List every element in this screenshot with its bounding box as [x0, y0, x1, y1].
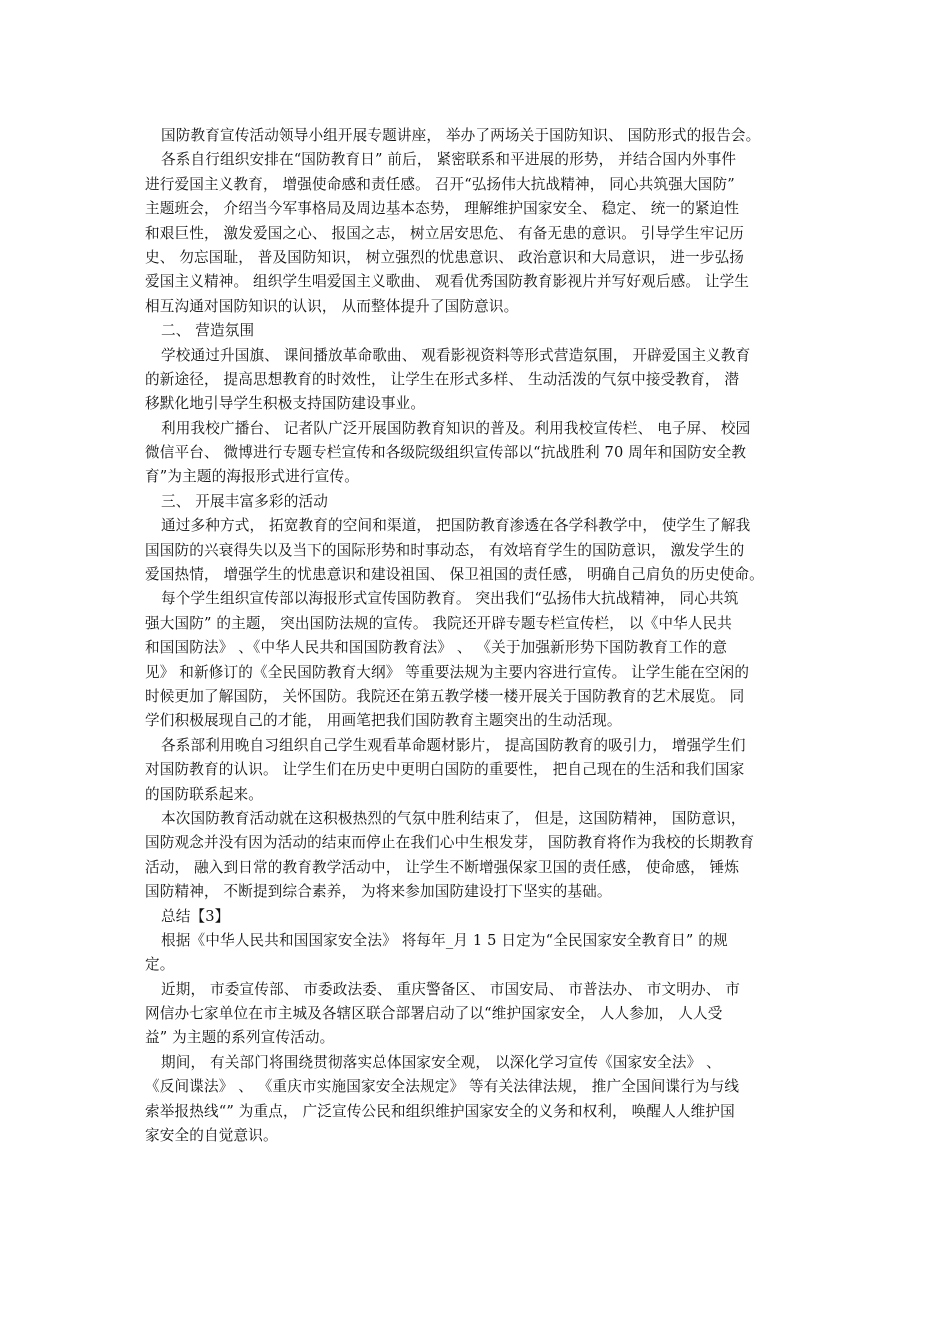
text-line: 主题班会， 介绍当今军事格局及周边基本态势， 理解维护国家安全、 稳定、 统一的紧迫性 — [145, 200, 740, 218]
text-line: 进行爱国主义教育， 增强使命感和责任感。 召开“弘扬伟大抗战精神， 同心共筑强大国防” — [145, 175, 735, 193]
text-line: 近期， 市委宣传部、 市委政法委、 重庆警备区、 市国安局、 市普法办、 市文明办、 市 — [161, 980, 741, 998]
text-line: 期间， 有关部门将围绕贯彻落实总体国家安全观， 以深化学习宣传《国家安全法》 、 — [161, 1053, 721, 1071]
text-line: 活动， 融入到日常的教育教学活动中， 让学生不断增强保家卫国的责任感， 使命感， 锤炼 — [145, 858, 740, 876]
text-line: 国防教育宣传活动领导小组开展专题讲座， 举办了两场关于国防知识、 国防形式的报告会。 — [161, 127, 761, 144]
text-line: 爱国热情， 增强学生的忧患意识和建设祖国、 保卫祖国的责任感， 明确自己肩负的历史使命。 — [145, 566, 764, 584]
text-line: 史、 勿忘国耻， 普及国防知识， 树立强烈的忧患意识、 政治意识和大局意识， 进一步弘扬 — [145, 248, 744, 266]
text-line: 每个学生组织宣传部以海报形式宣传国防教育。 突出我们“弘扬伟大抗战精神， 同心共筑 — [161, 590, 739, 608]
text-line: 各系自行组织安排在“国防教育日” 前后， 紧密联系和平进展的形势， 并结合国内外事件 — [161, 151, 737, 169]
text-line: 和国国防法》 、《中华人民共和国国防教育法》 、 《关于加强新形势下国防教育工作的意 — [145, 639, 728, 657]
text-line: 定。 — [145, 956, 175, 974]
text-line: 相互沟通对国防知识的认识， 从而整体提升了国防意识。 — [145, 297, 519, 315]
text-line: 三、 开展丰富多彩的活动 — [161, 492, 328, 510]
text-line: 根据《中华人民共和国国家安全法》 将每年_月 1 5 日定为“全民国家安全教育日” 的规 — [161, 931, 728, 949]
document-page — [145, 124, 813, 1148]
text-line: 网信办七家单位在市主城及各辖区联合部署启动了以“维护国家安全， 人人参加， 人人受 — [145, 1005, 723, 1023]
text-line: 索举报热线“” 为重点， 广泛宣传公民和组织维护国家安全的义务和权利， 唤醒人人维护国 — [145, 1102, 735, 1120]
text-line: 学们积极展现自己的才能， 用画笔把我们国防教育主题突出的生动活现。 — [145, 712, 622, 730]
text-line: 时候更加了解国防， 关怀国防。我院还在第五教学楼一楼开展关于国防教育的艺术展览。 同 — [145, 687, 745, 705]
text-line: 强大国防” 的主题， 突出国防法规的宣传。 我院还开辟专题专栏宣传栏， 以《中华人民共 — [145, 614, 733, 632]
text-line: 学校通过升国旗、 课间播放革命歌曲、 观看影视资料等形式营造氛围， 开辟爱国主义教育 — [161, 346, 751, 364]
text-line: 爱国主义精神。 组织学生唱爱国主义歌曲、 观看优秀国防教育影视片并写好观后感。 让学生 — [145, 273, 750, 291]
text-line: 国防精神， 不断提到综合素养， 为将来参加国防建设打下坚实的基础。 — [145, 883, 612, 901]
text-line: 国防观念并没有因为活动的结束而停止在我们心中生根发芽， 国防教育将作为我校的长期教育 — [145, 834, 755, 852]
text-line: 移默化地引导学生积极支持国防建设事业。 — [145, 395, 426, 413]
text-line: 通过多种方式， 拓宽教育的空间和渠道， 把国防教育渗透在各学科教学中， 使学生了解我 — [161, 517, 751, 535]
text-line: 见》 和新修订的《全民国防教育大纲》 等重要法规为主要内容进行宣传。 让学生能在空闲的 — [145, 663, 750, 681]
text-line: 家安全的自觉意识。 — [145, 1127, 278, 1145]
text-line: 微信平台、 微博进行专题专栏宣传和各级院级组织宣传部以“抗战胜利 70 周年和国防安全教 — [145, 444, 747, 462]
text-line: 利用我校广播台、 记者队广泛开展国防教育知识的普及。利用我校宣传栏、 电子屏、 校园 — [161, 419, 751, 437]
text-line: 《反间谍法》 、 《重庆市实施国家安全法规定》 等有关法律法规， 推广全国间谍行为与线 — [145, 1078, 740, 1096]
text-line: 的新途径， 提高思想教育的时效性， 让学生在形式多样、 生动活泼的气氛中接受教育， 潜 — [145, 370, 740, 388]
text-line: 和艰巨性， 激发爱国之心、 报国之志， 树立居安思危、 有备无患的意识。 引导学生牢记历 — [145, 224, 744, 242]
text-line: 对国防教育的认识。 让学生们在历史中更明白国防的重要性， 把自己现在的生活和我们国家 — [145, 761, 745, 779]
text-line: 总结【3】 — [161, 907, 230, 925]
text-line: 的国防联系起来。 — [145, 785, 263, 803]
text-line: 育”为主题的海报形式进行宣传。 — [145, 468, 360, 486]
text-line: 二、 营造氛围 — [161, 322, 255, 340]
text-line: 益” 为主题的系列宣传活动。 — [145, 1029, 335, 1047]
text-line: 国国防的兴衰得失以及当下的国际形势和时事动态， 有效培育学生的国防意识， 激发学生的 — [145, 541, 745, 559]
text-line: 本次国防教育活动就在这积极热烈的气氛中胜利结束了， 但是，这国防精神， 国防意识， — [161, 809, 746, 827]
text-line: 各系部利用晚自习组织自己学生观看革命题材影片， 提高国防教育的吸引力， 增强学生们 — [161, 736, 746, 754]
